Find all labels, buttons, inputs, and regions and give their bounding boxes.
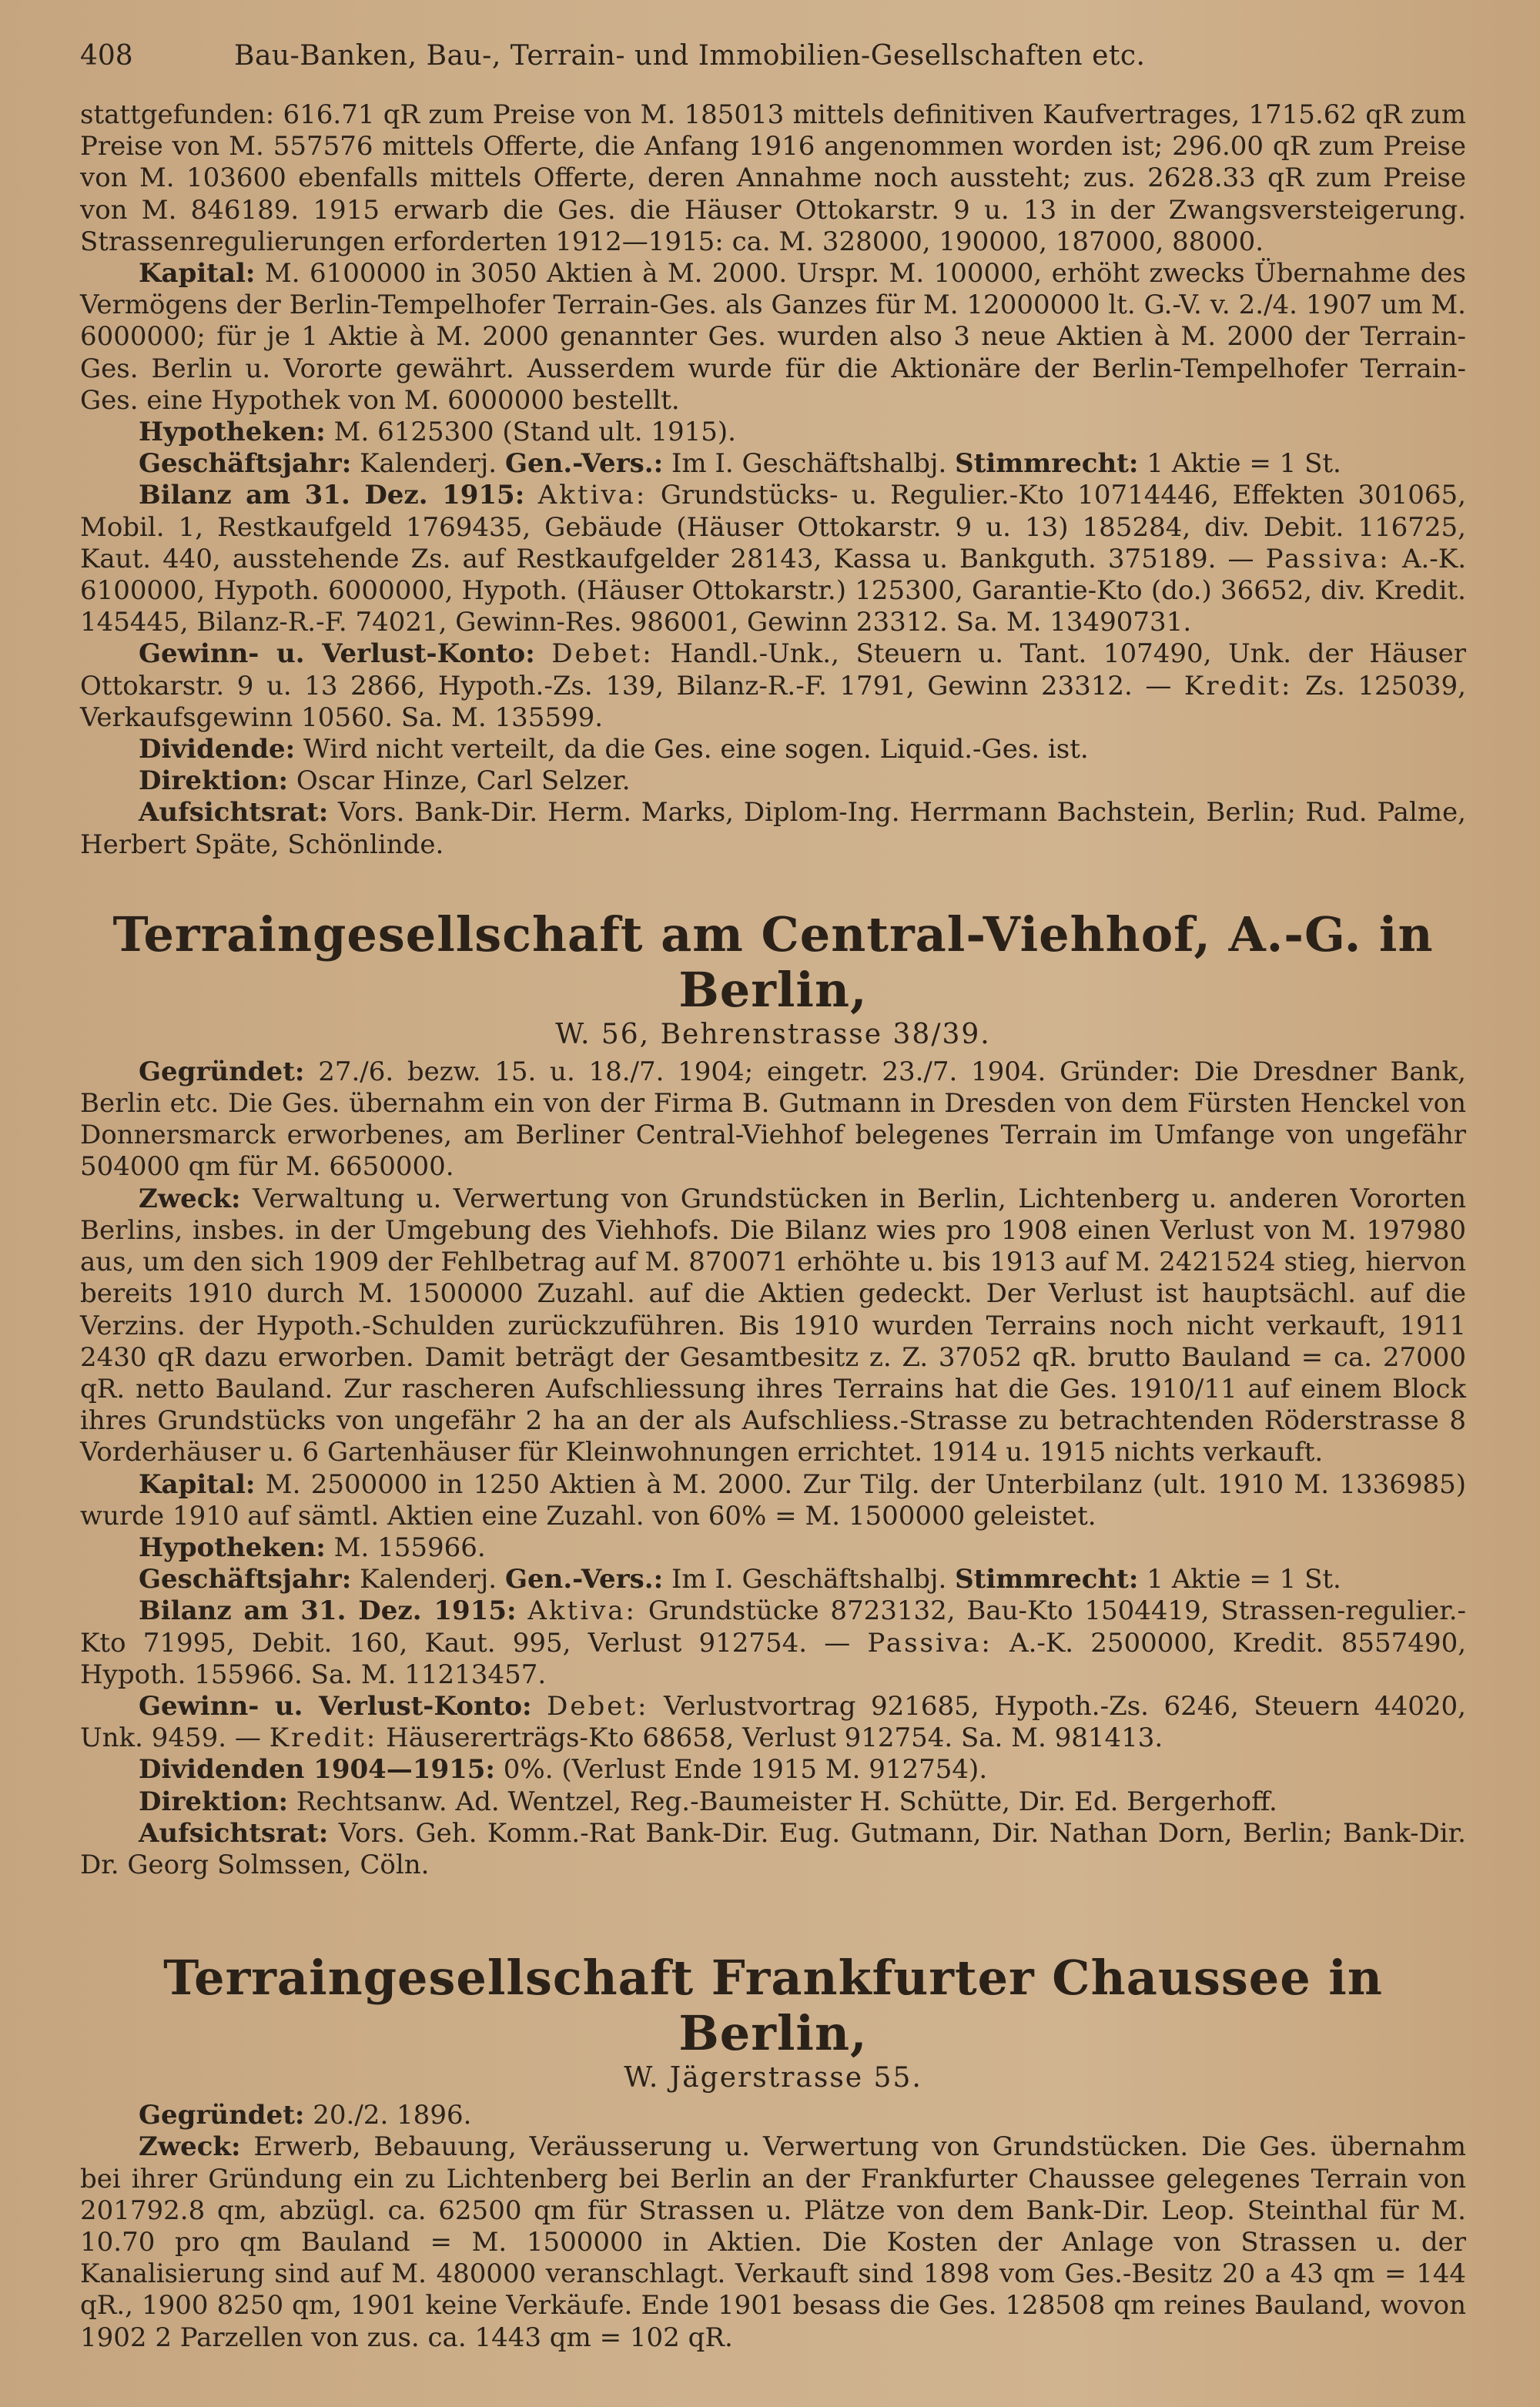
geschaeftsjahr-paragraph: Geschäftsjahr: Kalenderj. Gen.-Vers.: Im I. Geschäftshalbj. Stimmrecht: 1 Aktie = 1 St.: [139, 1564, 1341, 1595]
section-continuation: [80, 99, 1466, 861]
running-title: Bau-Banken, Bau-, Terrain- und Immobilien-Gesellschaften etc.: [234, 40, 1146, 72]
direktion-paragraph: Direktion: Oscar Hinze, Carl Selzer.: [139, 765, 631, 797]
dividende-paragraph: Dividende: Wird nicht verteilt, da die Ges. eine sogen. Liquid.-Ges. ist.: [139, 734, 1089, 765]
page-header: [80, 40, 1466, 72]
aufsichtsrat-paragraph: Aufsichtsrat: Vors. Bank-Dir. Herm. Marks, Diplom-Ing. Herrmann Bachstein, Berlin; Rud. Palme, Herbert Späte, Schönlinde.: [80, 797, 1466, 860]
gegruendet-paragraph: Gegründet: 20./2. 1896.: [139, 2100, 472, 2131]
company-address: W. Jägerstrasse 55.: [624, 2062, 922, 2094]
kapital-paragraph: Kapital: M. 2500000 in 1250 Aktien à M. 2000. Zur Tilg. der Unterbilanz (ult. 1910 M. 1336985) wurde 1910 auf sämtl. Aktien eine Zuzahl. von 60% = M. 1500000 geleistet.: [80, 1468, 1466, 1532]
guv-paragraph: Gewinn- u. Verlust-Konto: Debet: Verlustvortrag 921685, Hypoth.-Zs. 6246, Steuern 44020, Unk. 9459. — Kredit: Häusererträgs-Kto 68658, Verlust 912754. Sa. M. 981413.: [80, 1690, 1466, 1754]
zweck-paragraph: Zweck: Verwaltung u. Verwertung von Grundstücken in Berlin, Lichtenberg u. anderen Vororten Berlins, insbes. in der Umgebung des Viehhofs. Die Bilanz wies pro 1908 einen Verlust von M. 197980 aus, um den sich 1909 der Fehlbetrag auf M. 870071 erhöhte u. bis 1913 auf M. 2421524 stieg, hiervon bereits 1910 durch M. 1500000 Zuzahl. auf die Aktien gedeckt. Der Verlust ist hauptsächl. auf die Verzins. der Hypoth.-Schulden zurückzuführen. Bis 1910 wurden Terrains noch nicht verkauft, 1911 2430 qR dazu erworben. Damit beträgt der Gesamtbesitz z. Z. 37052 qR. brutto Bauland = ca. 27000 qR. netto Bauland. Zur rascheren Aufschliessung ihres Terrains hat die Ges. 1910/11 auf einem Block ihres Grundstücks von ungefähr 2 ha an der als Aufschliess.-Strasse zu betrachtenden Röderstrasse 8 Vorderhäuser u. 6 Gartenhäuser für Kleinwohnungen errichtet. 1914 u. 1915 nichts verkauft.: [80, 1183, 1466, 1468]
section-central-viehhof: [80, 907, 1466, 1881]
bilanz-paragraph: Bilanz am 31. Dez. 1915: Aktiva: Grundstücks- u. Regulier.-Kto 10714446, Effekten 301065, Mobil. 1, Restkaufgeld 1769435, Gebäude (Häuser Ottokarstr. 9 u. 13) 185284, div. Debit. 116725, Kaut. 440, ausstehende Zs. auf Restkaufgelder 28143, Kassa u. Bankguth. 375189. — Passiva: A.-K. 6100000, Hypoth. 6000000, Hypoth. (Häuser Ottokarstr.) 125300, Garantie-Kto (do.) 36652, div. Kredit. 145445, Bilanz-R.-F. 74021, Gewinn-Res. 986001, Gewinn 23312. Sa. M. 13490731.: [80, 480, 1466, 638]
company-title: Terraingesellschaft Frankfurter Chaussee in Berlin,: [163, 1950, 1383, 2062]
zweck-paragraph: Zweck: Erwerb, Bebauung, Veräusserung u. Verwertung von Grundstücken. Die Ges. übernahm bei ihrer Gründung ein zu Lichtenberg bei Berlin an der Frankfurter Chaussee gelegenes Terrain von 201792.8 qm, abzügl. ca. 62500 qm für Strassen u. Plätze von dem Bank-Dir. Leop. Steinthal für M. 10.70 pro qm Bauland = M. 1500000 in Aktien. Die Kosten der Anlage von Strassen u. der Kanalisierung sind auf M. 480000 veranschlagt. Verkauft sind 1898 vom Ges.-Besitz 20 a 43 qm = 144 qR., 1900 8250 qm, 1901 keine Verkäufe. Ende 1901 besass die Ges. 128508 qm reines Bauland, wovon 1902 2 Parzellen von zus. ca. 1443 qm = 102 qR.: [80, 2131, 1466, 2353]
kapital-paragraph: Kapital: M. 6100000 in 3050 Aktien à M. 2000. Urspr. M. 100000, erhöht zwecks Übernahme des Vermögens der Berlin-Tempelhofer Terrain-Ges. als Ganzes für M. 12000000 lt. G.-V. v. 2./4. 1907 um M. 6000000; für je 1 Aktie à M. 2000 genannter Ges. wurden also 3 neue Aktien à M. 2000 der Terrain-Ges. Berlin u. Vororte gewährt. Ausserdem wurde für die Aktionäre der Berlin-Tempelhofer Terrain-Ges. eine Hypothek von M. 6000000 bestellt.: [80, 258, 1466, 416]
page-number: 408: [80, 40, 133, 72]
hypotheken-paragraph: Hypotheken: M. 6125300 (Stand ult. 1915).: [139, 417, 736, 448]
dividenden-paragraph: Dividenden 1904—1915: 0%. (Verlust Ende 1915 M. 912754).: [139, 1754, 988, 1786]
aufsichtsrat-paragraph: Aufsichtsrat: Vors. Geh. Komm.-Rat Bank-Dir. Eug. Gutmann, Dir. Nathan Dorn, Berlin; Bank-Dir. Dr. Georg Solmssen, Cöln.: [80, 1817, 1466, 1880]
direktion-paragraph: Direktion: Rechtsanw. Ad. Wentzel, Reg.-Baumeister H. Schütte, Dir. Ed. Bergerhoff.: [139, 1786, 1277, 1817]
gegruendet-paragraph: Gegründet: 27./6. bezw. 15. u. 18./7. 1904; eingetr. 23./7. 1904. Gründer: Die Dresdner Bank, Berlin etc. Die Ges. übernahm ein von der Firma B. Gutmann in Dresden von dem Fürsten Henckel von Donnersmarck erworbenes, am Berliner Central-Viehhof belegenes Terrain im Umfange von ungefähr 504000 qm für M. 6650000.: [80, 1056, 1466, 1183]
company-title: Terraingesellschaft am Central-Viehhof, A.-G. in Berlin,: [112, 906, 1434, 1018]
bilanz-paragraph: Bilanz am 31. Dez. 1915: Aktiva: Grundstücke 8723132, Bau-Kto 1504419, Strassen-regulier.-Kto 71995, Debit. 160, Kaut. 995, Verlust 912754. — Passiva: A.-K. 2500000, Kredit. 8557490, Hypoth. 155966. Sa. M. 11213457.: [80, 1595, 1467, 1690]
hypotheken-label: Hypotheken:: [139, 417, 326, 448]
kapital-label: Kapital:: [139, 258, 256, 290]
geschaeftsjahr-paragraph: Geschäftsjahr: Kalenderj. Gen.-Vers.: Im I. Geschäftshalbj. Stimmrecht: 1 Aktie = 1 St.: [139, 448, 1341, 480]
hypotheken-paragraph: Hypotheken: M. 155966.: [139, 1532, 486, 1563]
section-frankfurter-chaussee: [80, 1950, 1466, 2354]
intro-paragraph: stattgefunden: 616.71 qR zum Preise von M. 185013 mittels definitiven Kaufvertrages, 1715.62 qR zum Preise von M. 557576 mittels Offerte, die Anfang 1916 angenommen worden ist; 296.00 qR zum Preise von M. 103600 ebenfalls mittels Offerte, deren Annahme noch aussteht; zus. 2628.33 qR zum Preise von M. 846189. 1915 erwarb die Ges. die Häuser Ottokarstr. 9 u. 13 in der Zwangsversteigerung. Strassenregulierungen erforderten 1912—1915: ca. M. 328000, 190000, 187000, 88000.: [80, 99, 1466, 257]
guv-paragraph: Gewinn- u. Verlust-Konto: Debet: Handl.-Unk., Steuern u. Tant. 107490, Unk. der Häuser Ottokarstr. 9 u. 13 2866, Hypoth.-Zs. 139, Bilanz-R.-F. 1791, Gewinn 23312. — Kredit: Zs. 125039, Verkaufsgewinn 10560. Sa. M. 135599.: [80, 638, 1467, 733]
company-address: W. 56, Behrenstrasse 38/39.: [555, 1018, 991, 1050]
